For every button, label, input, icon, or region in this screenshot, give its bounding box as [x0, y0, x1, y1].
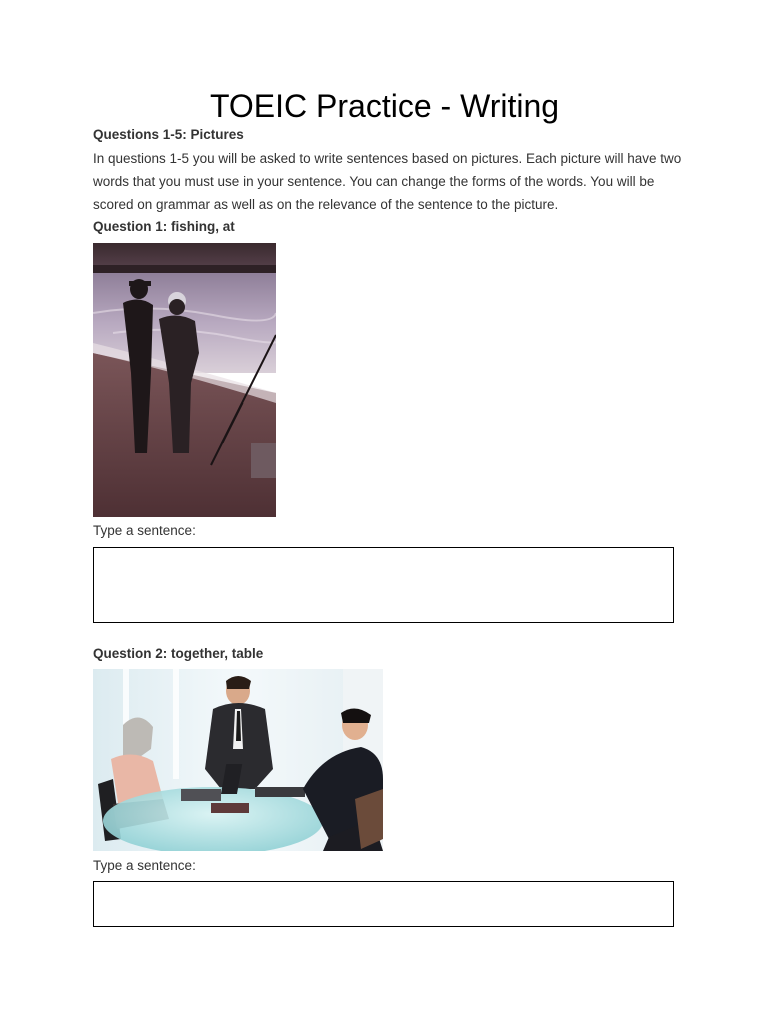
intro-paragraph: In questions 1-5 you will be asked to write sentences based on pictures. Each picture will have two words that you must use in your sentence. You can change the forms of the words. You will be scored on grammar as well as on the relevance of the sentence to the picture.	[93, 151, 682, 212]
question-2-prompt: Type a sentence:	[93, 858, 196, 873]
question-1-heading: Question 1: fishing, at	[93, 219, 235, 234]
question-2-answer-input[interactable]	[93, 881, 674, 927]
page-title: TOEIC Practice - Writing	[209, 88, 560, 124]
meeting-table-image	[93, 669, 383, 851]
question-1-answer-input[interactable]	[93, 547, 674, 623]
fishing-beach-image	[93, 243, 276, 517]
question-1-prompt: Type a sentence:	[93, 523, 196, 538]
question-2-heading: Question 2: together, table	[93, 646, 264, 661]
question-1-photo	[93, 243, 276, 517]
question-2-photo	[93, 669, 383, 851]
section-heading: Questions 1-5: Pictures	[93, 127, 244, 142]
